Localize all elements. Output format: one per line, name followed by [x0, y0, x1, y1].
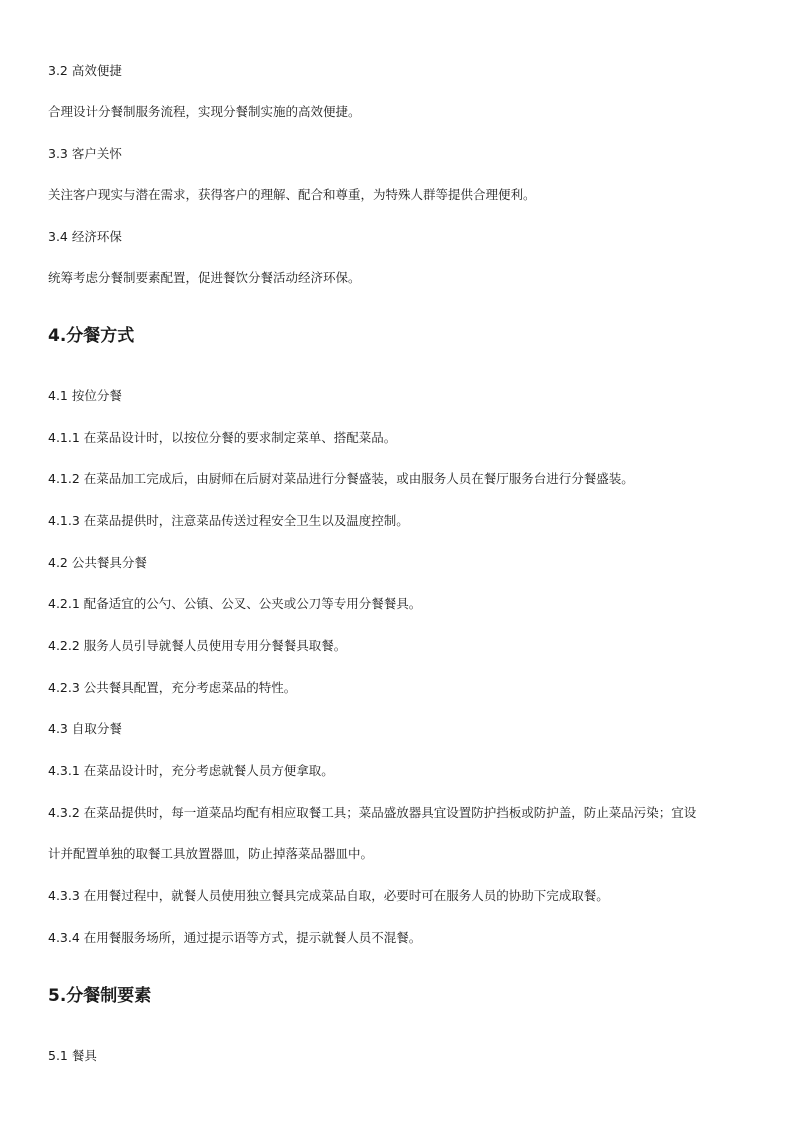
paragraph: 4.3.1 在菜品设计时，充分考虑就餐人员方便拿取。	[48, 763, 334, 778]
paragraph-continuation: 计并配置单独的取餐工具放置器皿，防止掉落菜品器皿中。	[48, 846, 374, 861]
paragraph: 4.2.3 公共餐具配置，充分考虑菜品的特性。	[48, 680, 297, 695]
paragraph: 4.3.2 在菜品提供时，每一道菜品均配有相应取餐工具；菜品盛放器具宜设置防护挡板或防护盖，防止菜品污染；宜设	[48, 805, 697, 820]
subsection-title: 4.2 公共餐具分餐	[48, 555, 147, 570]
paragraph: 关注客户现实与潜在需求，获得客户的理解、配合和尊重，为特殊人群等提供合理便利。	[48, 187, 536, 202]
paragraph: 合理设计分餐制服务流程，实现分餐制实施的高效便捷。	[48, 104, 361, 119]
section-title: 3.4 经济环保	[48, 229, 122, 244]
subsection-title: 5.1 餐具	[48, 1048, 97, 1063]
heading-section-5: 5.分餐制要素	[48, 986, 152, 1006]
paragraph: 4.3.3 在用餐过程中，就餐人员使用独立餐具完成菜品自取，必要时可在服务人员的协助下完成取餐。	[48, 888, 609, 903]
paragraph: 4.2.1 配备适宜的公勺、公镇、公叉、公夹或公刀等专用分餐餐具。	[48, 596, 422, 611]
paragraph: 4.3.4 在用餐服务场所，通过提示语等方式，提示就餐人员不混餐。	[48, 930, 422, 945]
paragraph: 统筹考虑分餐制要素配置，促进餐饮分餐活动经济环保。	[48, 270, 361, 285]
paragraph: 4.1.1 在菜品设计时，以按位分餐的要求制定菜单、搭配菜品。	[48, 430, 397, 445]
paragraph: 4.1.2 在菜品加工完成后，由厨师在后厨对菜品进行分餐盛装，或由服务人员在餐厅服务台进行分餐盛装。	[48, 471, 634, 486]
section-title: 3.3 客户关怀	[48, 146, 122, 161]
paragraph: 4.1.3 在菜品提供时，注意菜品传送过程安全卫生以及温度控制。	[48, 513, 409, 528]
subsection-title: 4.3 自取分餐	[48, 721, 122, 736]
section-title: 3.2 高效便捷	[48, 63, 122, 78]
heading-section-4: 4.分餐方式	[48, 326, 135, 346]
subsection-title: 4.1 按位分餐	[48, 388, 122, 403]
paragraph: 4.2.2 服务人员引导就餐人员使用专用分餐餐具取餐。	[48, 638, 347, 653]
